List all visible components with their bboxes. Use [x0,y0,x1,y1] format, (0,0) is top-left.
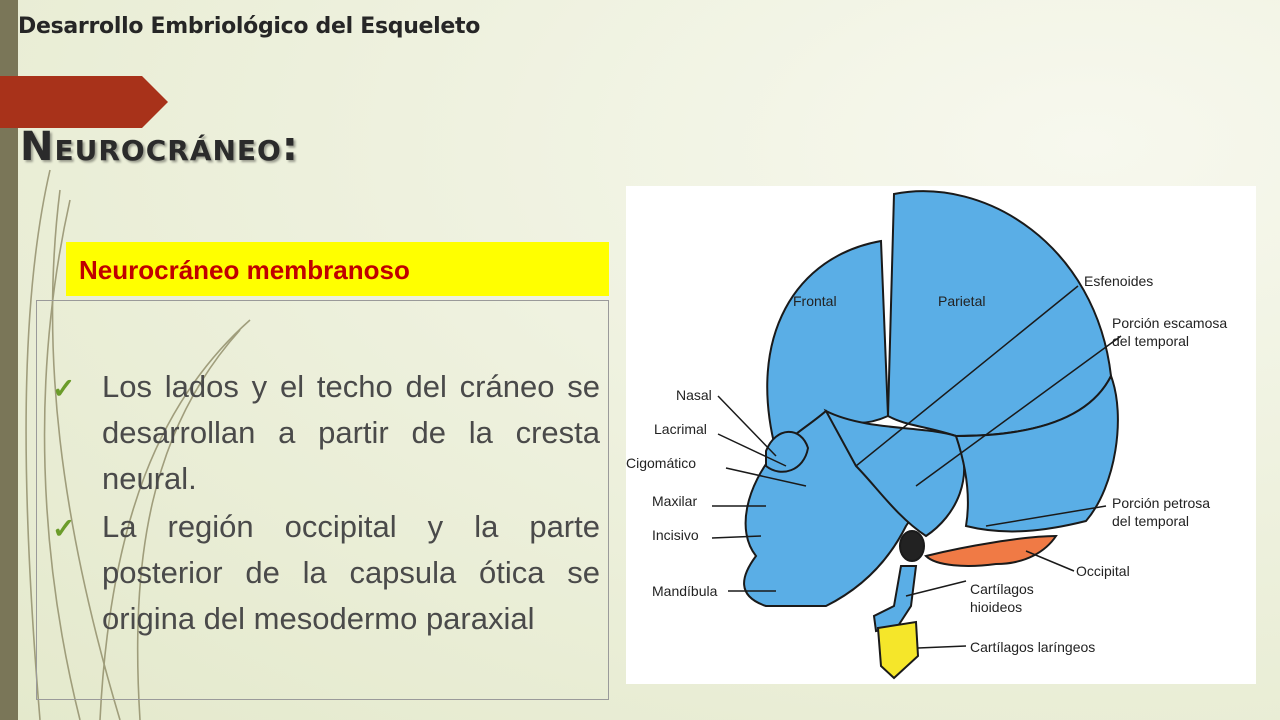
laryngeal-cartilages [878,622,918,678]
section-arrow-tab [0,76,170,128]
label-escamosa-1: Porción escamosa [1112,315,1228,331]
label-esfenoides: Esfenoides [1084,273,1154,289]
otic-capsule [900,531,924,561]
label-laringeos: Cartílagos laríngeos [970,639,1096,655]
label-incisivo: Incisivo [652,527,699,543]
label-hioideos-2: hioideos [970,599,1023,615]
checkmark-icon: ✓ [52,373,76,404]
section-title: Neurocráneo: [20,124,299,170]
label-petrosa-2: del temporal [1112,513,1190,529]
label-cigomatico: Cigomático [626,455,697,471]
label-nasal: Nasal [676,387,712,403]
label-hioideos-1: Cartílagos [970,581,1034,597]
label-maxilar: Maxilar [652,493,698,509]
bullet-item [52,504,600,642]
hyoid-cartilages [874,566,916,631]
parietal-bone [888,191,1111,436]
label-mandibula: Mandíbula [652,583,718,599]
highlight-label: Neurocráneo membranoso [66,242,609,296]
label-escamosa-2: del temporal [1112,333,1190,349]
label-occipital: Occipital [1076,563,1130,579]
bullet-list [52,364,600,644]
label-frontal: Frontal [793,293,837,309]
checkmark-icon: ✓ [52,513,76,544]
occipital-bone [926,536,1056,566]
label-parietal: Parietal [938,293,986,309]
bullet-text: La región occipital y la parte posterior de la capsula ótica se origina del mesodermo paraxial [102,509,600,636]
bullet-text: Los lados y el techo del cráneo se desarrollan a partir de la cresta neural. [102,369,600,496]
bullet-item [52,364,600,502]
skull-diagram [626,186,1256,684]
label-lacrimal: Lacrimal [654,421,707,437]
header-title: Desarrollo Embriológico del Esqueleto [18,14,481,39]
label-petrosa-1: Porción petrosa [1112,495,1211,511]
